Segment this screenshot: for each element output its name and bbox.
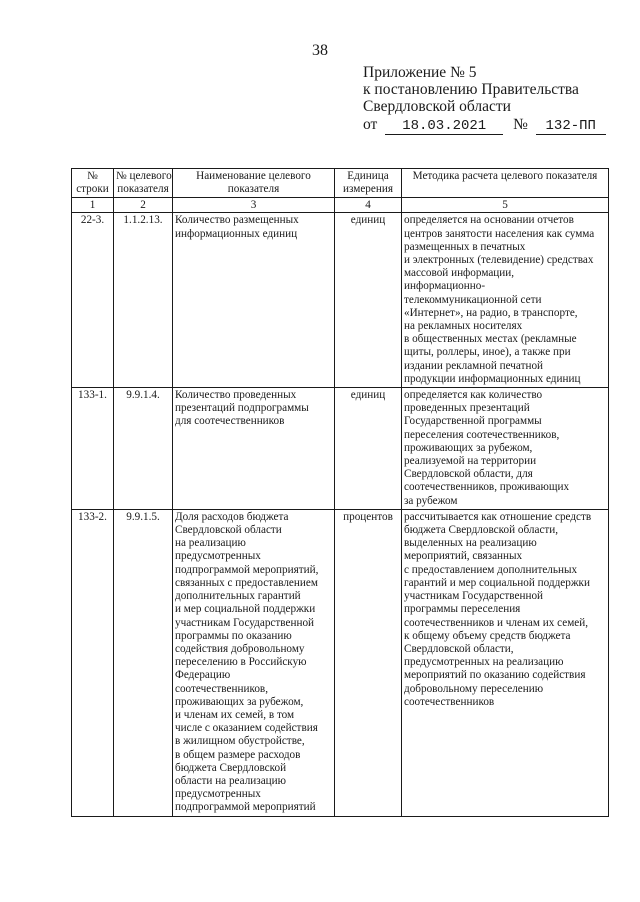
indicator-name-line: Количество проведенных: [175, 389, 297, 402]
indicator-name-line: Федерацию: [175, 669, 231, 682]
calculation-method-line: соотечественников: [404, 695, 495, 708]
indicator-name-line: предусмотренных: [175, 550, 261, 563]
calculation-method-line: центров занятости населения как сумма: [404, 227, 595, 240]
calculation-method-line: бюджета Свердловской области,: [404, 524, 559, 537]
indicator-name: [173, 388, 335, 510]
calculation-method-line: выделенных на реализацию: [404, 537, 537, 550]
calculation-method: [402, 388, 609, 510]
indicator-name-line: числе с оказанием содействия: [175, 722, 318, 735]
table-row: [72, 213, 609, 388]
calculation-method-line: щиты, роллеры, иное), а также при: [404, 346, 571, 359]
header-row-number: № строки: [72, 169, 114, 198]
calculation-method-line: переселения соотечественников,: [404, 428, 560, 441]
appendix-date-line: [363, 116, 623, 135]
calculation-method-line: предусмотренных на реализацию: [404, 656, 564, 669]
indicator-name-line: дополнительных гарантий: [175, 590, 301, 603]
indicator-name-line: для соотечественников: [175, 415, 285, 428]
table-row: [72, 509, 609, 816]
table-header-row: [72, 169, 609, 198]
indicator-name-line: в общем размере расходов: [175, 748, 301, 761]
page-number: 38: [312, 42, 328, 59]
calculation-method-line: размещенных в печатных: [404, 240, 526, 253]
indicator-name-line: Свердловской области: [175, 524, 282, 537]
unit-of-measure: процентов: [335, 509, 402, 816]
indicator-name-line: проживающих за рубежом,: [175, 695, 304, 708]
calculation-method-line: и электронных (телевидение) средствах: [404, 254, 594, 267]
indicator-name-line: соотечественников,: [175, 682, 268, 695]
calculation-method-line: гарантий и мер социальной поддержки: [404, 576, 590, 589]
calculation-method-line: к общему объему средств бюджета: [404, 629, 571, 642]
column-number: 4: [335, 198, 402, 213]
indicator-name-line: программы по оказанию: [175, 629, 292, 642]
indicator-number: 9.9.1.4.: [114, 388, 173, 510]
calculation-method-line: массовой информации,: [404, 267, 515, 280]
indicator-number: 9.9.1.5.: [114, 509, 173, 816]
indicator-name-line: связанных с предоставлением: [175, 576, 318, 589]
calculation-method-line: соотечественников, проживающих: [404, 481, 570, 494]
calculation-method-line: мероприятий, связанных: [404, 550, 523, 563]
indicator-name: [173, 213, 335, 388]
calculation-method-line: мероприятий по оказанию содействия: [404, 669, 586, 682]
header-indicator-name: Наименование целевого показателя: [173, 169, 335, 198]
calculation-method: [402, 509, 609, 816]
number-label: №: [513, 116, 528, 133]
row-number: 22-3.: [72, 213, 114, 388]
indicator-name-line: участникам Государственной: [175, 616, 315, 629]
indicator-name-line: Количество размещенных: [175, 214, 299, 227]
indicator-name-line: Доля расходов бюджета: [175, 510, 289, 523]
calculation-method-line: проведенных презентаций: [404, 402, 530, 415]
calculation-method-line: Свердловской области, для: [404, 468, 533, 481]
row-number: 133-1.: [72, 388, 114, 510]
calculation-method-line: проживающих за рубежом,: [404, 441, 533, 454]
indicator-name-line: содействия добровольному: [175, 642, 305, 655]
column-number: 1: [72, 198, 114, 213]
indicator-name-line: подпрограммой мероприятий: [175, 801, 316, 814]
calculation-method-line: участникам Государственной: [404, 590, 544, 603]
table-body: [72, 213, 609, 816]
calculation-method-line: определяется как количество: [404, 389, 543, 402]
unit-of-measure: единиц: [335, 213, 402, 388]
column-number-row: [72, 198, 609, 213]
appendix-region: Свердловской области: [363, 98, 511, 115]
indicator-name-line: подпрограммой мероприятий,: [175, 563, 319, 576]
indicator-name-line: презентаций подпрограммы: [175, 402, 309, 415]
indicator-name: [173, 509, 335, 816]
indicator-name-line: области на реализацию: [175, 774, 286, 787]
calculation-method-line: на рекламных носителях: [404, 320, 523, 333]
appendix-header: [363, 64, 623, 135]
indicator-name-line: переселению в Российскую: [175, 656, 307, 669]
header-method: Методика расчета целевого показателя: [402, 169, 609, 198]
appendix-reference: к постановлению Правительства: [363, 81, 579, 98]
calculation-method-line: программы переселения: [404, 603, 521, 616]
calculation-method-line: за рубежом: [404, 494, 458, 507]
appendix-title: Приложение № 5: [363, 64, 477, 81]
calculation-method-line: соотечественников и членам их семей,: [404, 616, 589, 629]
calculation-method-line: продукции информационных единиц: [404, 372, 581, 385]
resolution-number: 132-ПП: [536, 119, 606, 135]
header-unit: Единица измерения: [335, 169, 402, 198]
calculation-method-line: с предоставлением дополнительных: [404, 563, 578, 576]
table-row: [72, 388, 609, 510]
calculation-method-line: определяется на основании отчетов: [404, 214, 574, 227]
indicator-name-line: предусмотренных: [175, 788, 261, 801]
header-indicator-number: № целевого показателя: [114, 169, 173, 198]
calculation-method-line: в общественных местах (рекламные: [404, 333, 577, 346]
column-number: 3: [173, 198, 335, 213]
calculation-method-line: реализуемой на территории: [404, 455, 537, 468]
indicator-name-line: информационных единиц: [175, 227, 298, 240]
calculation-method-line: телекоммуникационной сети: [404, 293, 542, 306]
indicator-number: 1.1.2.13.: [114, 213, 173, 388]
indicator-name-line: в жилищном обустройстве,: [175, 735, 305, 748]
calculation-method-line: Свердловской области,: [404, 642, 514, 655]
calculation-method-line: издании рекламной печатной: [404, 359, 544, 372]
calculation-method-line: Государственной программы: [404, 415, 542, 428]
indicator-name-line: и мер социальной поддержки: [175, 603, 316, 616]
indicator-name-line: и членам их семей, в том: [175, 708, 295, 721]
row-number: 133-2.: [72, 509, 114, 816]
calculation-method-line: «Интернет», на радио, в транспорте,: [404, 306, 578, 319]
calculation-method-line: рассчитывается как отношение средств: [404, 510, 592, 523]
resolution-date: 18.03.2021: [385, 119, 503, 135]
indicator-name-line: бюджета Свердловской: [175, 761, 287, 774]
indicators-table: [71, 168, 609, 817]
calculation-method-line: добровольному переселению: [404, 682, 544, 695]
indicator-name-line: на реализацию: [175, 537, 246, 550]
date-prefix: от: [363, 116, 378, 133]
column-number: 2: [114, 198, 173, 213]
calculation-method-line: информационно-: [404, 280, 486, 293]
calculation-method: [402, 213, 609, 388]
unit-of-measure: единиц: [335, 388, 402, 510]
column-number: 5: [402, 198, 609, 213]
